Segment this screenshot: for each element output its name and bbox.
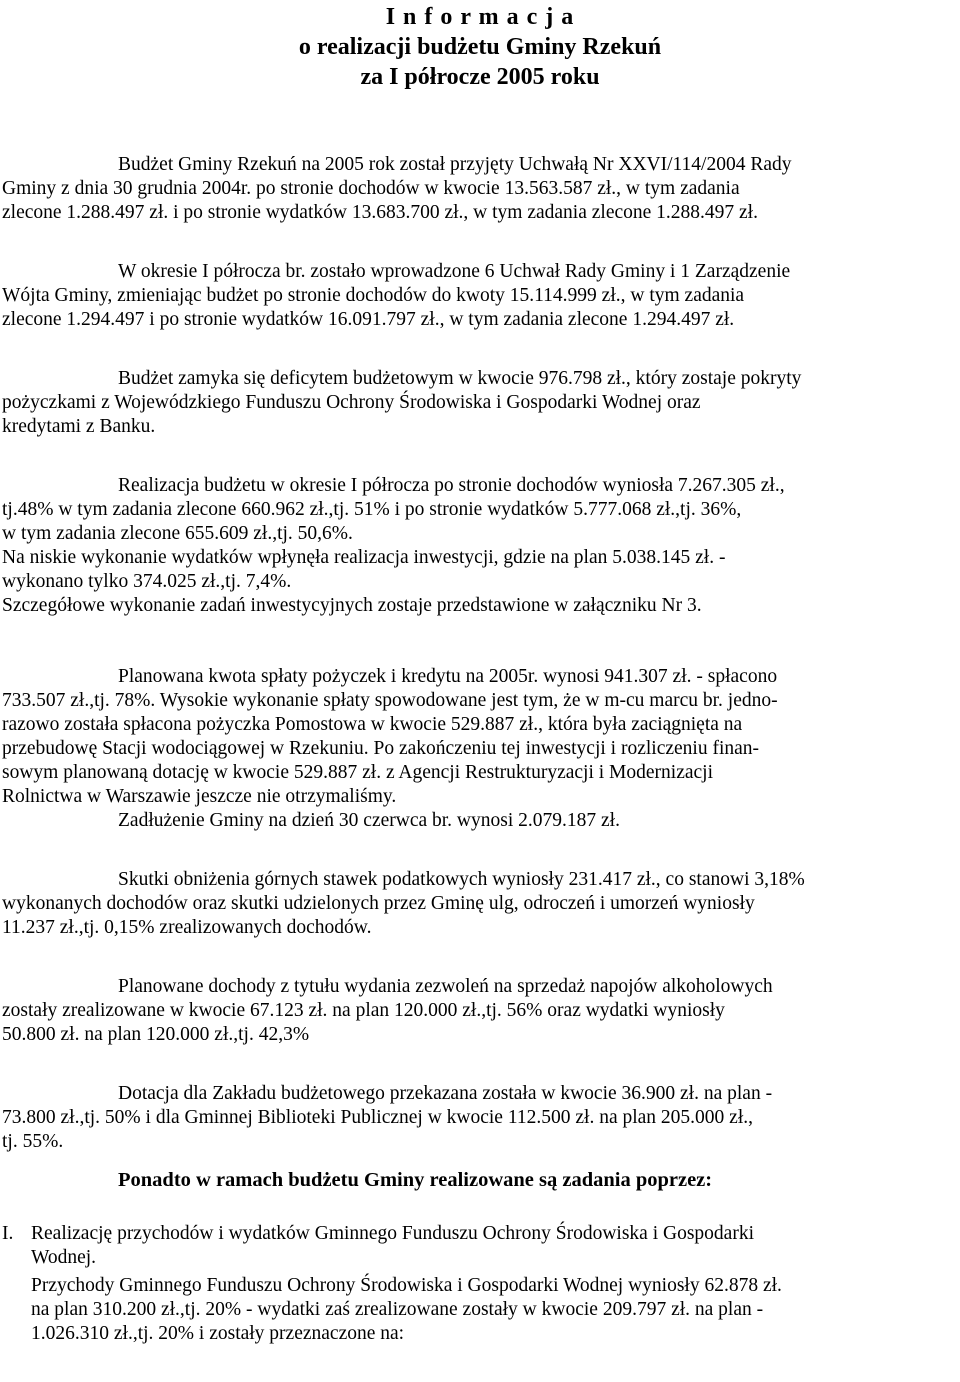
paragraph-line: W okresie I półrocza br. zostało wprowadzone 6 Uchwał Rady Gminy i 1 Zarządzenie <box>118 261 791 282</box>
paragraph-line: Budżet Gminy Rzekuń na 2005 rok został przyjęty Uchwałą Nr XXVI/114/2004 Rady <box>118 154 792 175</box>
paragraph-line: Na niskie wykonanie wydatków wpłynęła realizacja inwestycji, gdzie na plan 5.038.145 zł. - <box>2 547 726 568</box>
paragraph-line: Dotacja dla Zakładu budżetowego przekazana została w kwocie 36.900 zł. na plan - <box>118 1083 773 1104</box>
paragraph-line: 733.507 zł.,tj. 78%. Wysokie wykonanie spłaty spowodowane jest tym, że w m-cu marcu br. jedno- <box>2 690 778 711</box>
list-item-line: 1.026.310 zł.,tj. 20% i zostały przeznaczone na: <box>31 1323 405 1344</box>
paragraph-line: Budżet zamyka się deficytem budżetowym w kwocie 976.798 zł., który zostaje pokryty <box>118 368 802 389</box>
title-line-3: za I półrocze 2005 roku <box>360 64 600 90</box>
paragraph-line: wykonanych dochodów oraz skutki udzielonych przez Gminę ulg, odroczeń i umorzeń wyniosły <box>2 893 755 914</box>
paragraph-line: tj. 55%. <box>2 1131 64 1152</box>
list-item-line: na plan 310.200 zł.,tj. 20% - wydatki zaś zrealizowane zostały w kwocie 209.797 zł. na plan - <box>31 1299 764 1320</box>
paragraph-line: razowo została spłacona pożyczka Pomostowa w kwocie 529.887 zł., która była zaciągnięta na <box>2 714 743 735</box>
paragraph-line: przebudowę Stacji wodociągowej w Rzekuniu. Po zakończeniu tej inwestycji i rozliczeniu finan- <box>2 738 760 759</box>
paragraph-line: zostały zrealizowane w kwocie 67.123 zł. na plan 120.000 zł.,tj. 56% oraz wydatki wyniosły <box>2 1000 725 1021</box>
paragraph-line: Planowane dochody z tytułu wydania zezwoleń na sprzedaż napojów alkoholowych <box>118 976 773 997</box>
paragraph-line: Planowana kwota spłaty pożyczek i kredytu na 2005r. wynosi 941.307 zł. - spłacono <box>118 666 778 687</box>
paragraph-line: tj.48% w tym zadania zlecone 660.962 zł.,tj. 51% i po stronie wydatków 5.777.068 zł.,tj. 36%, <box>2 499 742 520</box>
paragraph-line: Szczegółowe wykonanie zadań inwestycyjnych zostaje przedstawione w załączniku Nr 3. <box>2 595 702 616</box>
paragraph-line: 73.800 zł.,tj. 50% i dla Gminnej Biblioteki Publicznej w kwocie 112.500 zł. na plan 205.000 zł., <box>2 1107 753 1128</box>
paragraph-line: Gminy z dnia 30 grudnia 2004r. po stronie dochodów w kwocie 13.563.587 zł., w tym zadania <box>2 178 740 199</box>
paragraph-line: zlecone 1.294.497 i po stronie wydatków 16.091.797 zł., w tym zadania zlecone 1.294.497 zł. <box>2 309 735 330</box>
paragraph-line: Rolnictwa w Warszawie jeszcze nie otrzymaliśmy. <box>2 786 397 807</box>
title-line-1: I n f o r m a c j a <box>385 4 575 30</box>
paragraph-line: zlecone 1.288.497 zł. i po stronie wydatków 13.683.700 zł., w tym zadania zlecone 1.288.497 zł. <box>2 202 758 223</box>
paragraph-line: 50.800 zł. na plan 120.000 zł.,tj. 42,3% <box>2 1024 310 1045</box>
paragraph-line: Skutki obniżenia górnych stawek podatkowych wyniosły 231.417 zł., co stanowi 3,18% <box>118 869 805 890</box>
list-marker: I. <box>2 1223 14 1244</box>
paragraph-line: Zadłużenie Gminy na dzień 30 czerwca br. wynosi 2.079.187 zł. <box>118 810 620 831</box>
section-heading: Ponadto w ramach budżetu Gminy realizowane są zadania poprzez: <box>118 1169 713 1191</box>
paragraph-line: Wójta Gminy, zmieniając budżet po stronie dochodów do kwoty 15.114.999 zł., w tym zadania <box>2 285 745 306</box>
list-item-line: Przychody Gminnego Funduszu Ochrony Środowiska i Gospodarki Wodnej wyniosły 62.878 zł. <box>31 1275 782 1296</box>
list-item-line: Wodnej. <box>31 1247 97 1268</box>
paragraph-line: 11.237 zł.,tj. 0,15% zrealizowanych dochodów. <box>2 917 372 938</box>
paragraph-line: Realizacja budżetu w okresie I półrocza po stronie dochodów wyniosła 7.267.305 zł., <box>118 475 785 496</box>
paragraph-line: pożyczkami z Wojewódzkiego Funduszu Ochrony Środowiska i Gospodarki Wodnej oraz <box>2 392 701 413</box>
title-line-2: o realizacji budżetu Gminy Rzekuń <box>298 34 662 60</box>
paragraph-line: kredytami z Banku. <box>2 416 156 437</box>
paragraph-line: sowym planowaną dotację w kwocie 529.887 zł. z Agencji Restrukturyzacji i Modernizacji <box>2 762 713 783</box>
list-item-line: Realizację przychodów i wydatków Gminnego Funduszu Ochrony Środowiska i Gospodarki <box>31 1223 754 1244</box>
paragraph-line: w tym zadania zlecone 655.609 zł.,tj. 50,6%. <box>2 523 353 544</box>
paragraph-line: wykonano tylko 374.025 zł.,tj. 7,4%. <box>2 571 292 592</box>
